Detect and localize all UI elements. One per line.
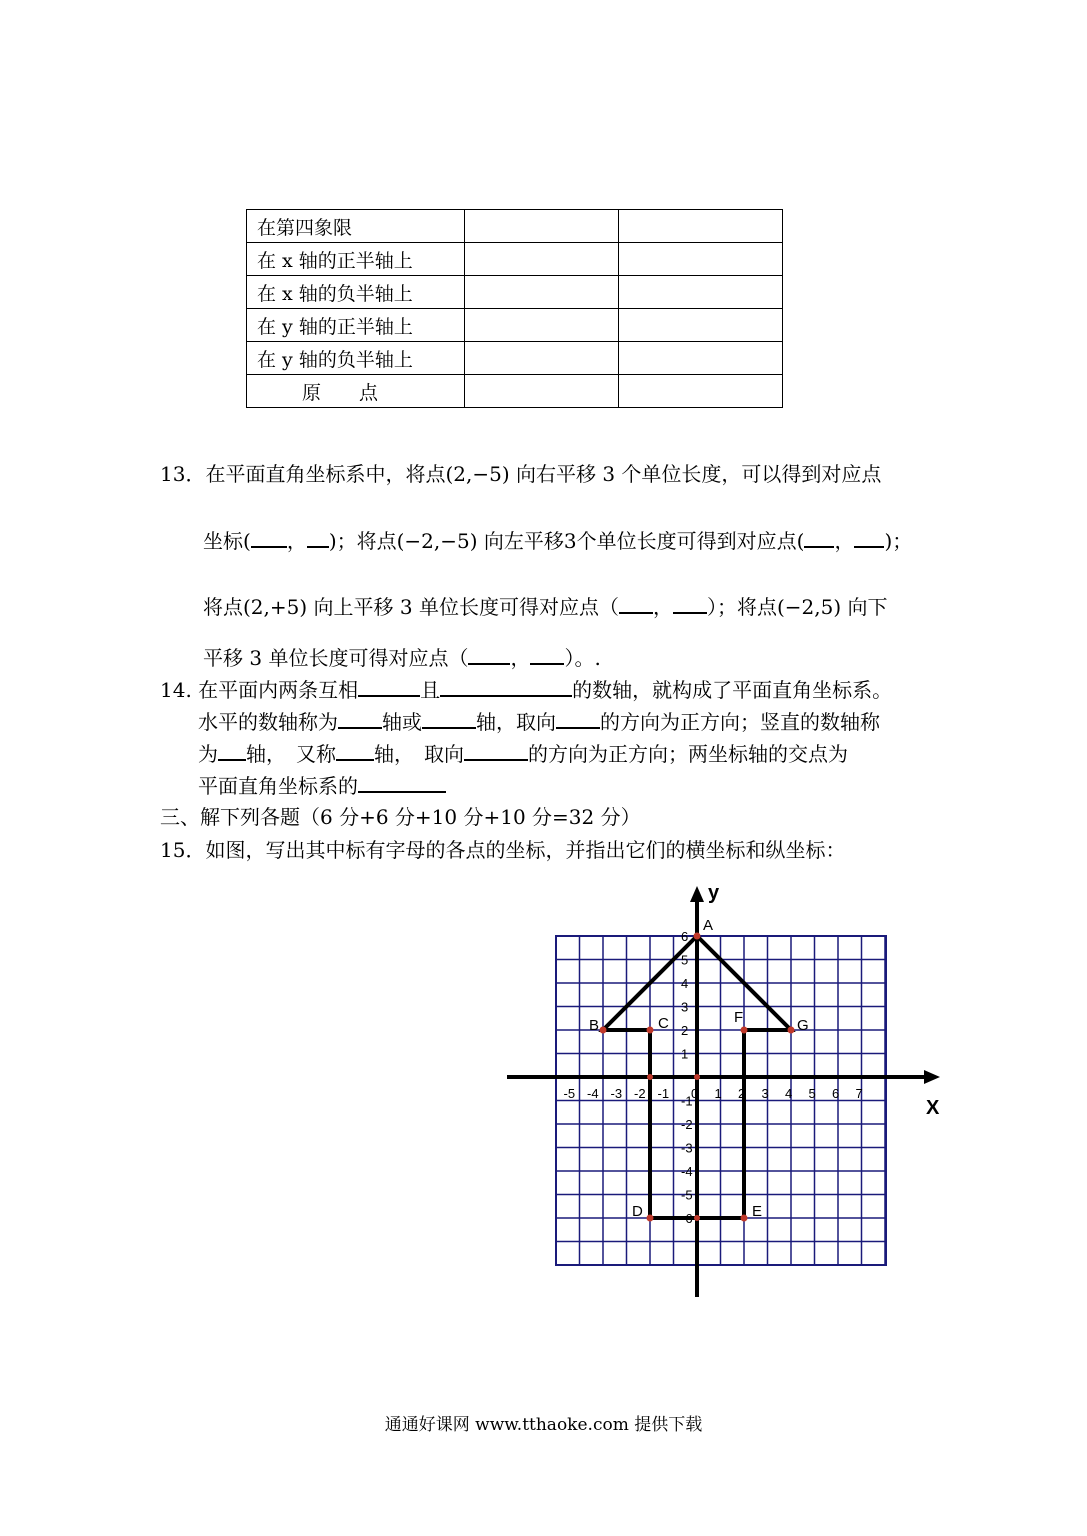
point-label-f: F [734,1009,744,1026]
point-c [647,1027,654,1034]
q15-prompt: 15．如图，写出其中标有字母的各点的坐标，并指出它们的横坐标和纵坐标： [160,838,846,862]
point-b [600,1027,607,1034]
point-label-c: C [658,1015,669,1032]
x-tick-label: 2 [738,1086,746,1101]
row-label: 在 x 轴的负半轴上 [247,276,465,309]
x-tick-label: 7 [855,1086,863,1101]
y-tick-label: 4 [681,976,689,991]
x-tick-label: -1 [657,1086,670,1101]
axis-point [694,1074,700,1080]
y-tick-label: 3 [681,999,689,1015]
y-tick-label: -3 [681,1140,693,1156]
point-f [741,1027,748,1034]
footer-credit: 通通好课网 www.tthaoke.com 提供下载 [384,1415,703,1435]
x-axis-label: X [926,1097,940,1119]
axis-point [647,1074,653,1080]
x-tick-label: -4 [587,1086,599,1101]
axis-point [694,1215,700,1221]
section-3-heading: 三、解下列各题（6 分+6 分+10 分+10 分=32 分） [160,805,641,829]
q14-line4: 平面直角坐标系的 [198,773,446,798]
y-tick-label: -4 [681,1164,693,1179]
y-tick-label: -2 [681,1117,693,1132]
row-label: 在 x 轴的正半轴上 [247,243,465,276]
y-tick-label: -1 [681,1093,693,1109]
q14-line1: 14. 在平面内两条互相 且 的数轴，就构成了平面直角坐标系。 [160,678,893,702]
point-label-g: G [797,1017,809,1034]
q13-line1: 13．在平面直角坐标系中，将点(2,−5) 向右平移 3 个单位长度，可以得到对应点 [160,462,882,486]
x-tick-label: -2 [634,1086,646,1101]
y-tick-label: 1 [681,1046,689,1062]
q14-line3: 为 轴， 又称 轴， 取向 的方向为正方向；两坐标轴的交点为 [198,742,848,766]
q13-line3: 将点(2,+5) 向上平移 3 单位长度可得对应点（ ， ）；将点(−2,5) 向下 [203,595,888,619]
point-label-d: D [632,1203,643,1220]
y-axis-arrow [690,886,704,902]
y-tick-label: 2 [681,1023,689,1038]
q13-line2: 坐标( ， )；将点(−2,−5) 向左平移3个单位长度可得到对应点( ， )； [203,529,913,553]
y-tick-label: 5 [681,952,689,968]
x-tick-label: 3 [761,1086,769,1101]
point-a [694,933,701,940]
x-tick-label: 0 [691,1086,699,1101]
point-label-e: E [752,1203,763,1220]
row-label: 在 y 轴的正半轴上 [247,309,465,342]
x-tick-label: -5 [563,1086,576,1101]
x-axis-arrow [924,1070,940,1084]
x-tick-label: 6 [832,1086,840,1101]
row-label: 在第四象限 [247,210,465,243]
x-tick-label: 1 [714,1086,722,1101]
y-axis-label: y [708,882,720,904]
x-tick-label: 4 [785,1086,793,1101]
row-label: 在 y 轴的负半轴上 [247,342,465,375]
q13-line4: 平移 3 单位长度可得对应点（ ， ）。. [203,646,601,670]
point-e [741,1215,748,1222]
row-label: 原 点 [247,375,465,408]
x-tick-label: 5 [808,1086,816,1101]
y-tick-label: -5 [681,1187,693,1203]
y-tick-label: -6 [681,1211,693,1226]
point-label-b: B [589,1017,600,1034]
y-tick-label: 6 [681,929,689,944]
point-label-a: A [703,917,714,934]
q14-line2: 水平的数轴称为 轴或 轴，取向 的方向为正方向；竖直的数轴称 [198,710,880,734]
point-g [788,1027,795,1034]
point-d [647,1215,654,1222]
x-tick-label: -3 [610,1086,623,1101]
